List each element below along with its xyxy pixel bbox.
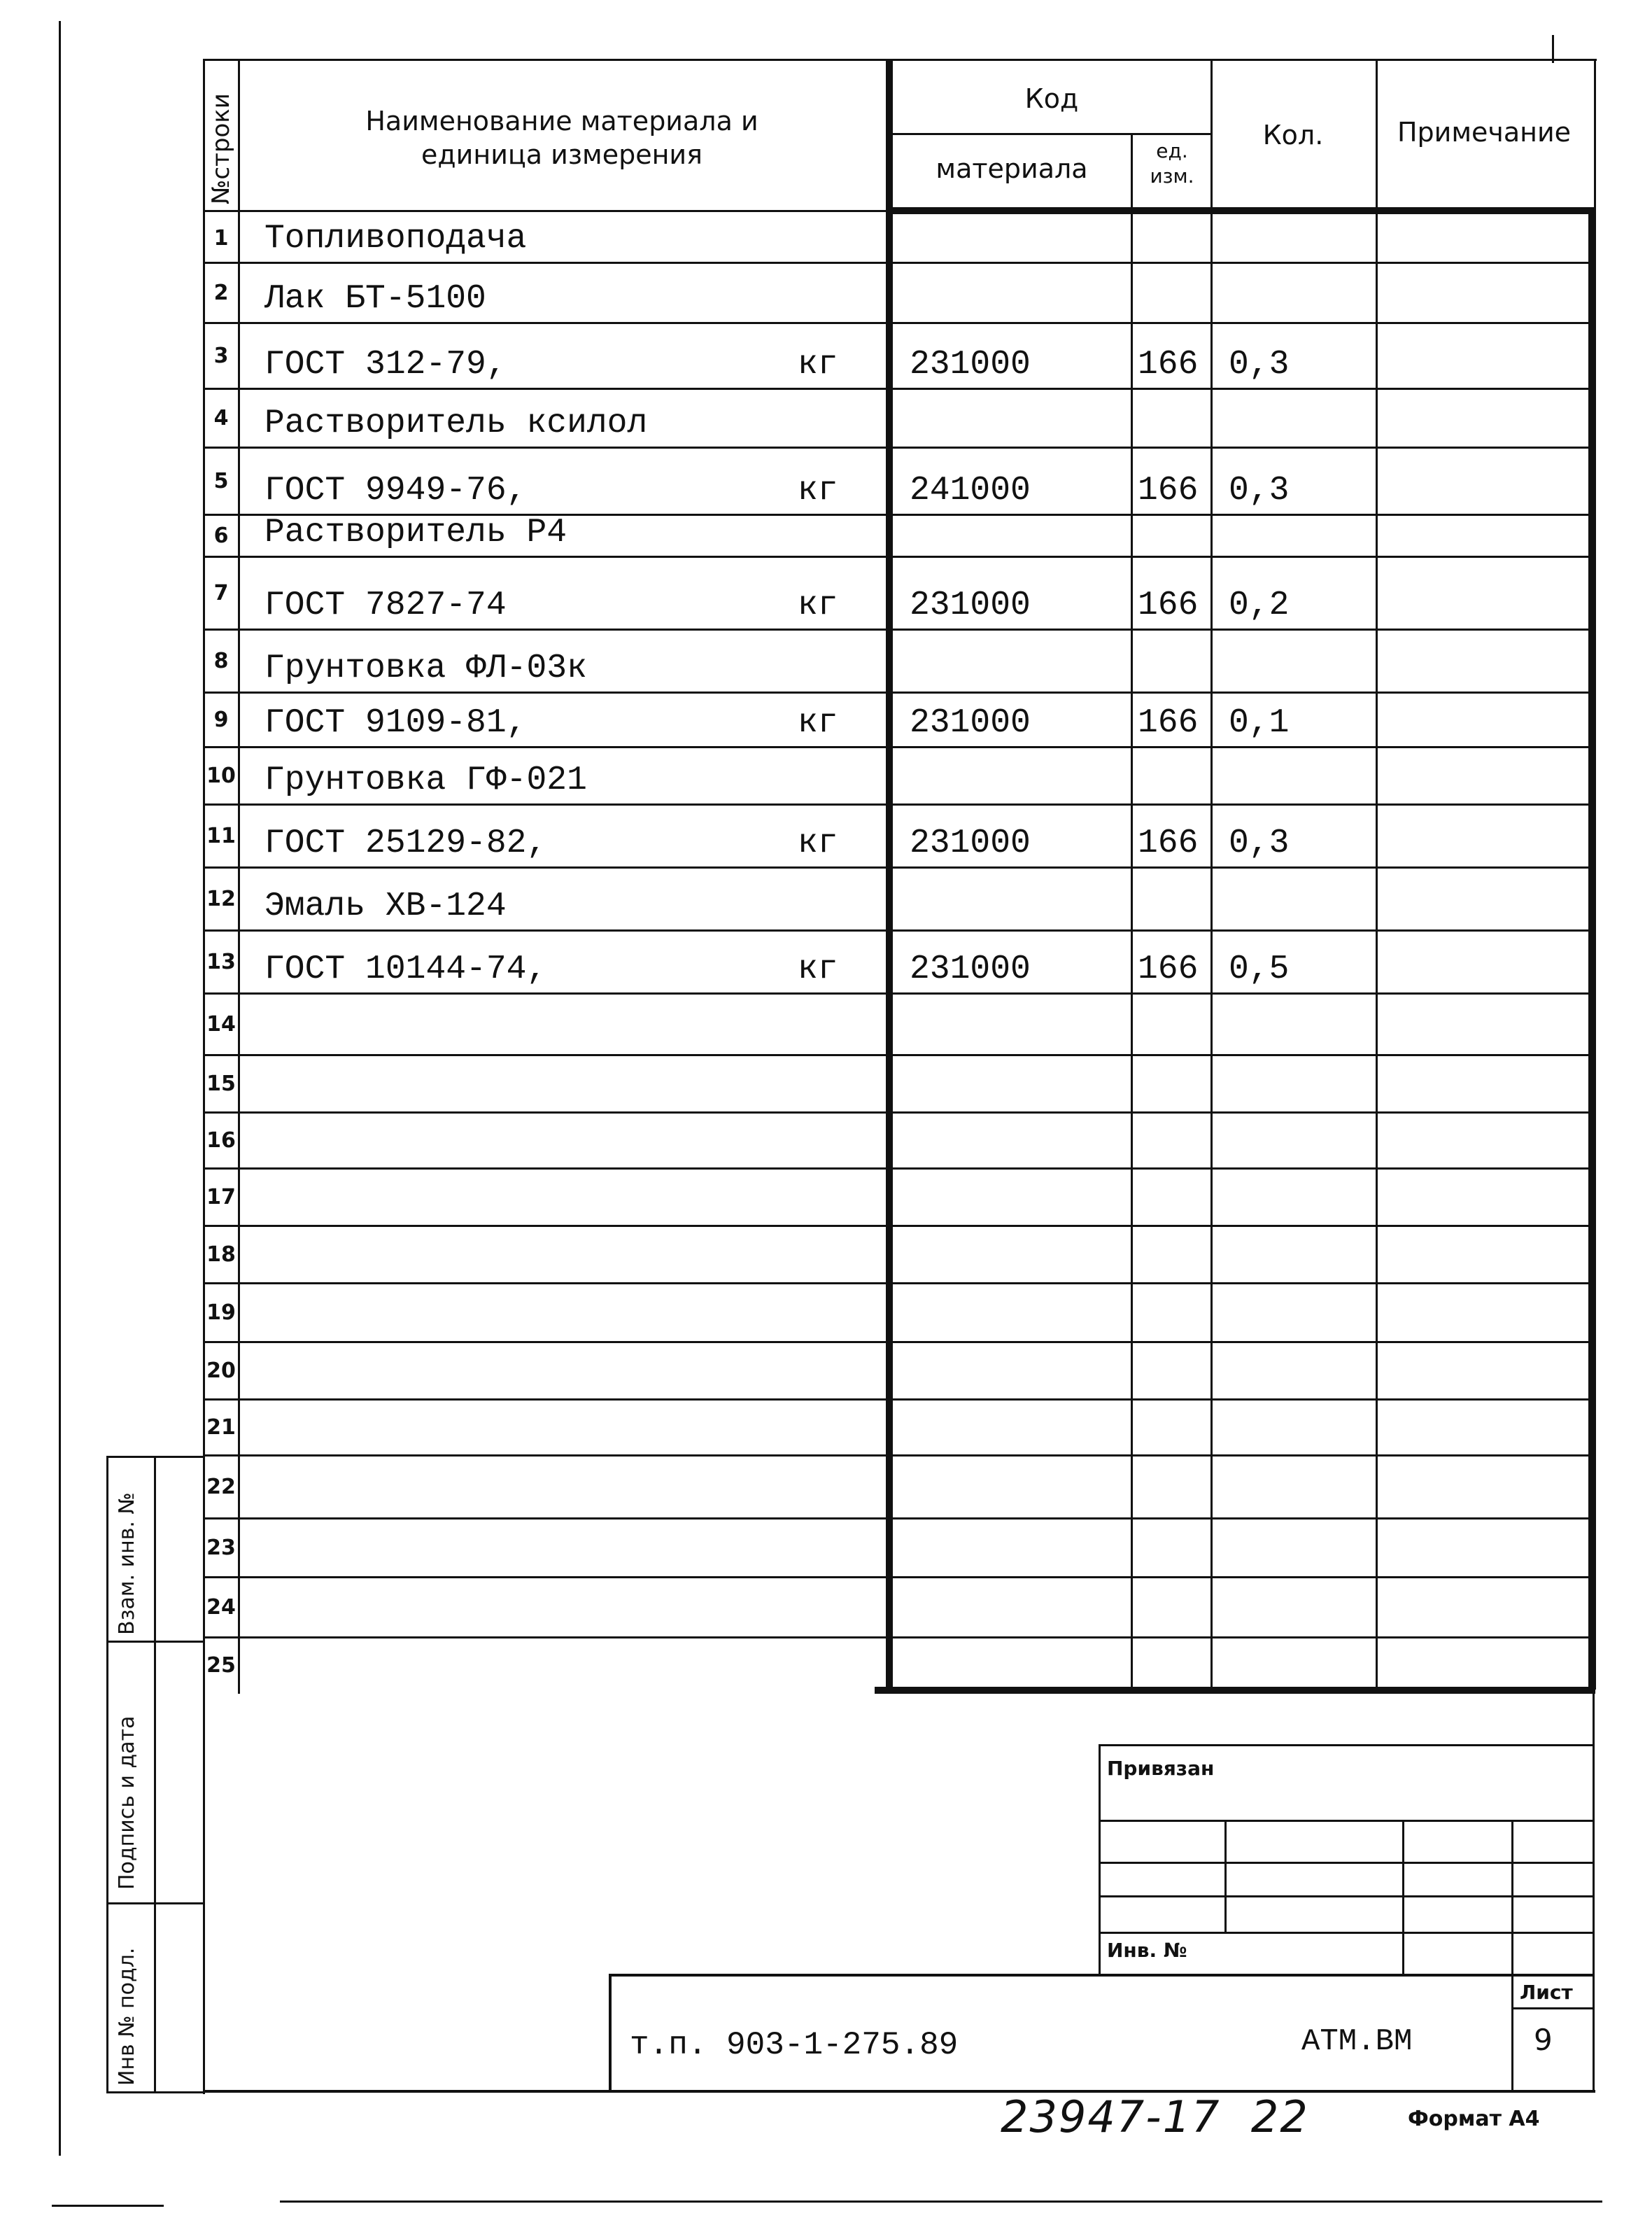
col-rowno-line [238,59,240,1694]
row-name: ГОСТ 9949-76, [264,472,527,510]
row-divider [203,929,1595,932]
row-unit-code: 166 [1138,346,1199,384]
header-bottom-line [886,207,1595,214]
row-divider [203,1282,1595,1284]
titleblock-top [609,1974,1594,1977]
row-qty: 0,3 [1229,824,1290,862]
privyazan-label: Привязан [1107,1757,1215,1780]
frame-right-lower [1593,1692,1595,2093]
row-divider [203,262,1595,264]
sheet-label: Лист [1520,1981,1573,2004]
row-number: 5 [213,469,229,493]
header-row-no: №строки [207,93,235,204]
row-divider [203,692,1595,694]
stamp-mid-line [154,1456,156,2093]
sheet-label-line [1511,2007,1594,2009]
header-name-line2: единица измерения [421,139,703,170]
row-name: Грунтовка ФЛ-03к [264,650,587,687]
row-material-code: 241000 [910,472,1031,510]
row-material-code: 231000 [910,950,1031,988]
row-divider [203,388,1595,390]
row-unit-code: 166 [1138,704,1199,742]
row-unit: кг [798,704,838,742]
row-number: 20 [206,1359,236,1383]
row-name: ГОСТ 10144-74, [264,950,547,988]
row-divider [203,1454,1595,1457]
row-number: 19 [206,1300,236,1325]
row-name: ГОСТ 9109-81, [264,704,527,742]
row-qty: 0,5 [1229,950,1290,988]
privyazan-left [1099,1744,1101,1974]
row-divider [203,1111,1595,1114]
sheet-number: 9 [1534,2023,1553,2057]
row-material-code: 231000 [910,346,1031,384]
row-divider [203,1341,1595,1343]
row-material-code: 231000 [910,704,1031,742]
row-material-code: 231000 [910,587,1031,624]
header-qty: Кол. [1262,120,1324,150]
row-unit: кг [798,950,838,988]
titleblock-left [609,1974,612,2091]
header-name-line1: Наименование материала и [365,106,758,136]
row-unit: кг [798,472,838,510]
row-unit: кг [798,824,838,862]
col-unit-line [1131,133,1133,1691]
row-divider [203,556,1595,558]
row-number: 9 [213,708,229,732]
row-divider [203,992,1595,995]
row-divider [203,1576,1595,1578]
row-divider [203,447,1595,449]
row-divider [203,866,1595,869]
row-number: 7 [213,581,229,605]
stamp-line-2 [106,1902,204,1904]
stamp-vzam: Взам. инв. № [115,1492,139,1635]
row-number: 6 [213,524,229,548]
doc-number: т.п. 903-1-275.89 [630,2027,959,2063]
row-name: ГОСТ 312-79, [264,346,507,384]
frame-bottom-line [203,2090,1595,2093]
privyazan-top [1099,1744,1594,1746]
privyazan-line-3 [1099,1895,1594,1897]
col-note-line [1376,59,1378,1691]
row-unit-code: 166 [1138,472,1199,510]
handwritten-number: 23947-17 22 [1001,2091,1309,2142]
stamp-left-line [106,1456,108,2093]
scan-line-left [52,2205,164,2207]
row-divider [203,1225,1595,1227]
col-name-line [886,59,893,1694]
row-number: 17 [206,1185,236,1209]
row-qty: 0,3 [1229,346,1290,384]
row-number: 1 [213,226,229,251]
row-number: 13 [206,950,236,974]
row-divider [203,803,1595,806]
row-name: Растворитель Р4 [264,514,567,552]
inv-no-label: Инв. № [1107,1939,1187,1962]
row-number: 2 [213,281,229,305]
stamp-bottom-line [106,2091,204,2093]
row-number: 4 [213,406,229,430]
privyazan-col-2 [1402,1820,1404,1974]
row-number: 18 [206,1242,236,1267]
privyazan-line-1 [1099,1820,1594,1822]
stamp-inv: Инв № подл. [115,1947,139,2086]
col-qty-line [1210,59,1213,1691]
row-name: ГОСТ 25129-82, [264,824,547,862]
privyazan-line-2 [1099,1862,1594,1864]
row-divider [203,1517,1595,1519]
row-unit: кг [798,587,838,624]
header-material: материала [936,153,1088,184]
row-unit-code: 166 [1138,950,1199,988]
row-qty: 0,2 [1229,587,1290,624]
row-number: 16 [206,1128,236,1153]
row-name: Лак БТ-5100 [264,280,486,318]
row-name: Грунтовка ГФ-021 [264,761,587,799]
row-name: ГОСТ 7827-74 [264,587,507,624]
stamp-podpis: Подпись и дата [115,1715,139,1890]
row-number: 12 [206,887,236,911]
row-number: 8 [213,649,229,673]
header-unit-line1: ед. [1156,139,1188,162]
header-note: Примечание [1397,117,1572,148]
stamp-line-1 [106,1641,204,1643]
format-label: Формат А4 [1408,2107,1540,2131]
row-unit: кг [798,346,838,384]
row-number: 10 [206,764,236,788]
kod-subheader-line [886,133,1210,135]
row-number: 21 [206,1415,236,1440]
row-qty: 0,1 [1229,704,1290,742]
row-divider [203,322,1595,324]
row-divider [203,746,1595,748]
header-code: Код [1024,83,1079,114]
row-number: 11 [206,824,236,848]
privyazan-col-3 [1511,1820,1513,2091]
page-edge-line [59,21,61,2156]
row-divider [203,629,1595,631]
row-number: 25 [206,1653,236,1678]
row-number: 24 [206,1595,236,1620]
row-qty: 0,3 [1229,472,1290,510]
row-number: 14 [206,1012,236,1037]
row-name: Растворитель ксилол [264,405,648,442]
row-unit-code: 166 [1138,587,1199,624]
header-bottom-thin [203,210,889,212]
row-material-code: 231000 [910,824,1031,862]
row-number: 3 [213,344,229,368]
scan-line-right [280,2201,1602,2203]
row-number: 15 [206,1072,236,1096]
row-divider [203,1398,1595,1401]
table-top-border [203,59,1597,61]
row-unit-code: 166 [1138,824,1199,862]
doc-code: АТМ.ВМ [1301,2024,1413,2059]
table-bottom-line [875,1687,1595,1694]
row-name: Топливоподача [264,220,527,258]
row-divider [203,1167,1595,1170]
row-name: Эмаль ХВ-124 [264,887,507,925]
row-number: 22 [206,1475,236,1499]
row-number: 23 [206,1536,236,1560]
privyazan-line-4 [1099,1932,1594,1934]
header-unit-line2: изм. [1150,164,1194,188]
row-divider [203,1636,1595,1638]
row-divider [203,1054,1595,1056]
corner-mark [1552,35,1554,63]
privyazan-col-1 [1224,1820,1227,1932]
table-right-thick [1588,207,1595,1694]
